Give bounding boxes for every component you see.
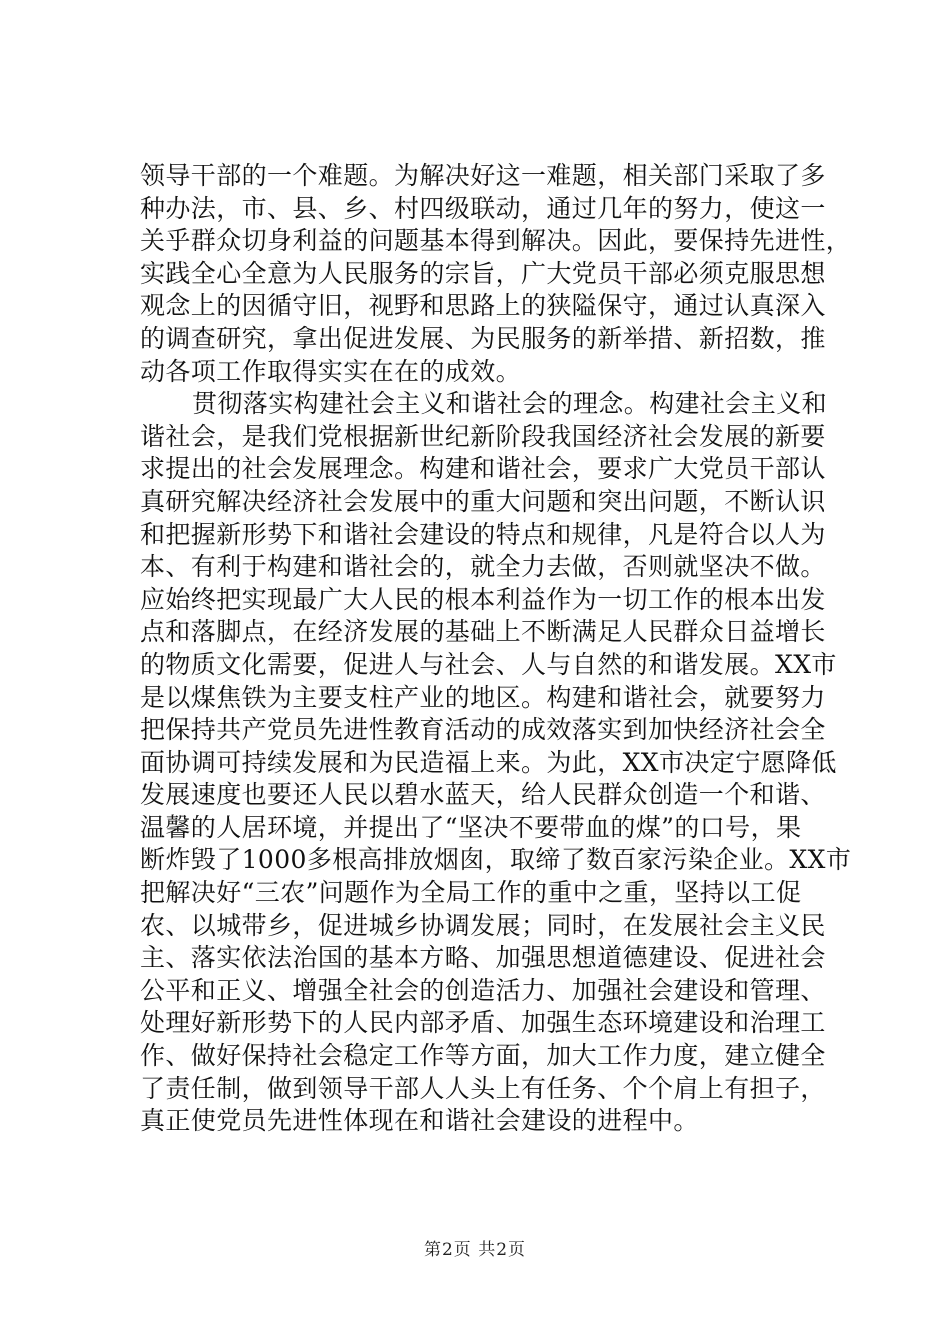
text-line: 面协调可持续发展和为民造福上来。为此，XX市决定宁愿降低: [140, 747, 837, 777]
text-line: 了责任制，做到领导干部人人头上有任务、个个肩上有担子，: [140, 1073, 826, 1103]
text-line: 观念上的因循守旧，视野和思路上的狭隘保守，通过认真深入: [140, 291, 826, 321]
text-line: 真正使党员先进性体现在和谐社会建设的进程中。: [140, 1106, 699, 1136]
text-line: 谐社会，是我们党根据新世纪新阶段我国经济社会发展的新要: [140, 421, 826, 451]
paragraph-2: [140, 388, 852, 1138]
text-line: 贯彻落实构建社会主义和谐社会的理念。构建社会主义和: [192, 389, 828, 419]
page-number-label: 第2页 共2页: [423, 1240, 527, 1260]
text-line: 实践全心全意为人民服务的宗旨，广大党员干部必须克服思想: [140, 258, 826, 288]
text-line: 点和落脚点，在经济发展的基础上不断满足人民群众日益增长: [140, 617, 826, 647]
text-line: 主、落实依法治国的基本方略、加强思想道德建设、促进社会: [140, 943, 826, 973]
text-line: 公平和正义、增强全社会的创造活力、加强社会建设和管理、: [140, 975, 826, 1005]
text-line: 应始终把实现最广大人民的根本利益作为一切工作的根本出发: [140, 584, 826, 614]
document-body: [140, 160, 852, 1138]
paragraph-1: [140, 160, 852, 388]
text-line: 求提出的社会发展理念。构建和谐社会，要求广大党员干部认: [140, 454, 826, 484]
text-line: 温馨的人居环境，并提出了“坚决不要带血的煤”的口号，果: [140, 812, 802, 842]
text-line: 断炸毁了1000多根高排放烟囱，取缔了数百家污染企业。XX市: [140, 845, 852, 875]
text-line: 发展速度也要还人民以碧水蓝天，给人民群众创造一个和谐、: [140, 780, 826, 810]
text-line: 真研究解决经济社会发展中的重大问题和突出问题，不断认识: [140, 486, 826, 516]
text-line: 种办法，市、县、乡、村四级联动，通过几年的努力，使这一: [140, 193, 826, 223]
text-line: 关乎群众切身利益的问题基本得到解决。因此，要保持先进性，: [140, 226, 852, 256]
page-footer: [0, 1235, 950, 1260]
text-line: 领导干部的一个难题。为解决好这一难题，相关部门采取了多: [140, 161, 826, 190]
text-line: 的调查研究，拿出促进发展、为民服务的新举措、新招数，推: [140, 323, 826, 353]
text-line: 处理好新形势下的人民内部矛盾、加强生态环境建设和治理工: [140, 1008, 826, 1038]
text-line: 是以煤焦铁为主要支柱产业的地区。构建和谐社会，就要努力: [140, 682, 826, 712]
text-line: 作、做好保持社会稳定工作等方面，加大工作力度，建立健全: [140, 1041, 826, 1071]
text-line: 把保持共产党员先进性教育活动的成效落实到加快经济社会全: [140, 715, 826, 745]
text-line: 的物质文化需要，促进人与社会、人与自然的和谐发展。XX市: [140, 649, 837, 679]
text-line: 农、以城带乡，促进城乡协调发展；同时，在发展社会主义民: [140, 910, 826, 940]
text-line: 本、有利于构建和谐社会的，就全力去做，否则就坚决不做。: [140, 552, 826, 582]
text-line: 和把握新形势下和谐社会建设的特点和规律，凡是符合以人为: [140, 519, 826, 549]
text-line: 动各项工作取得实实在在的成效。: [140, 356, 522, 386]
text-line: 把解决好“三农”问题作为全局工作的重中之重，坚持以工促: [140, 878, 802, 908]
